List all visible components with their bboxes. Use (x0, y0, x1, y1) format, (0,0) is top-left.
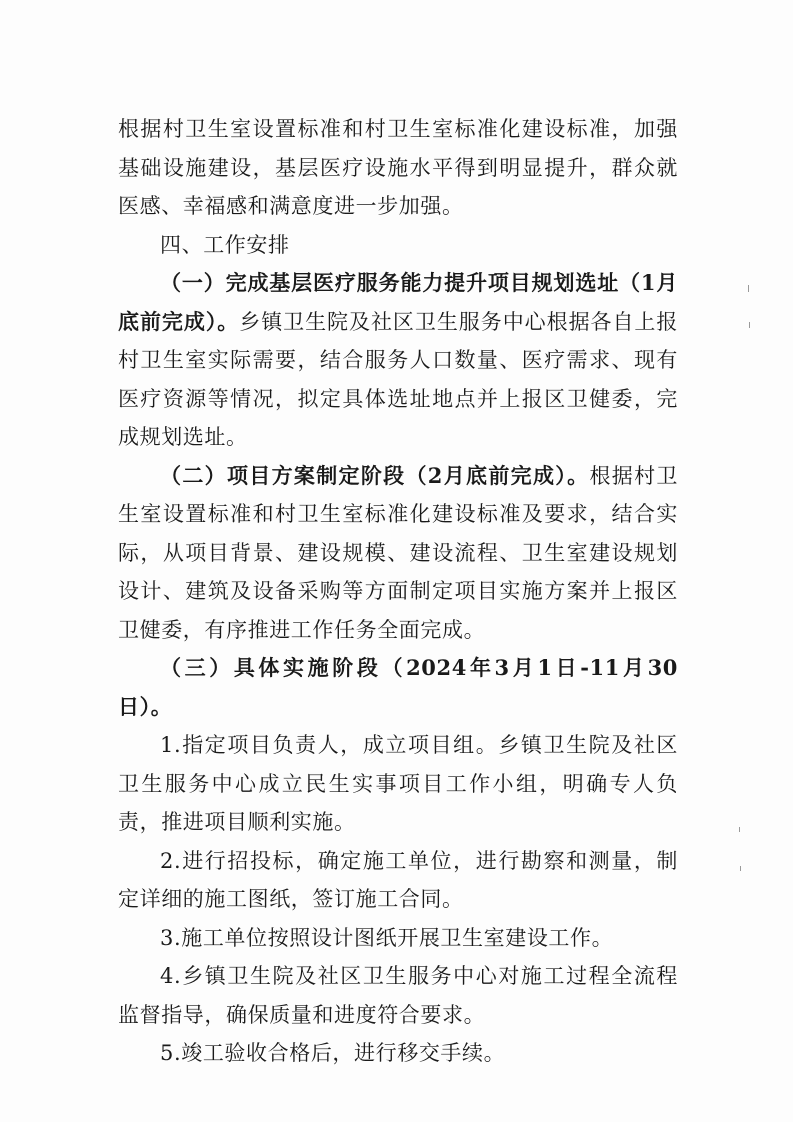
list-item-1: 1.指定项目负责人，成立项目组。乡镇卫生院及社区卫生服务中心成立民生实事项目工作小组，明确专人负责，推进项目顺利实施。 (118, 733, 678, 834)
list-item-5: 5.竣工验收合格后，进行移交手续。 (160, 1041, 506, 1065)
subheading-site-selection: （一）完成基层医疗服务能力提升项目规划选址（1月底前完成）。 (118, 270, 678, 334)
scan-speck (749, 322, 750, 328)
list-item-3: 3.施工单位按照设计图纸开展卫生室建设工作。 (160, 925, 614, 950)
paragraph-goal: 根据村卫生室设置标准和村卫生室标准化建设标准，加强基础设施建设，基层医疗设施水平得到明显提升，群众就医感、幸福感和满意度进一步加强。 (118, 117, 678, 218)
scan-speck (739, 827, 740, 832)
document-body (118, 110, 678, 1073)
list-item-4: 4.乡镇卫生院及社区卫生服务中心对施工过程全流程监督指导，确保质量和进度符合要求。 (118, 964, 678, 1027)
paragraph-plan-formulation (118, 457, 678, 650)
section-heading-work-arrangement: 四、工作安排 (160, 232, 290, 257)
scan-speck (748, 285, 749, 292)
site-selection-text: 乡镇卫生院及社区卫生服务中心根据各自上报村卫生室实际需要，结合服务人口数量、医疗需求、现有医疗资源等情况，拟定具体选址地点并上报区卫健委，完成规划选址。 (118, 309, 678, 449)
subheading-plan-formulation: （二）项目方案制定阶段（2月底前完成）。 (160, 462, 590, 488)
subheading-implementation: （三）具体实施阶段（2024年3月1日-11月30日）。 (118, 655, 678, 719)
plan-formulation-text: 根据村卫生室设置标准和村卫生室标准化建设标准及要求，结合实际，从项目背景、建设规模、建设流程、卫生室建设规划设计、建筑及设备采购等方面制定项目实施方案并上报区卫健委，有序推进工作任务全面完成。 (118, 463, 678, 642)
scan-speck (740, 866, 741, 871)
paragraph-site-selection (118, 264, 678, 457)
list-item-2: 2.进行招投标，确定施工单位，进行勘察和测量，制定详细的施工图纸，签订施工合同。 (118, 848, 678, 911)
